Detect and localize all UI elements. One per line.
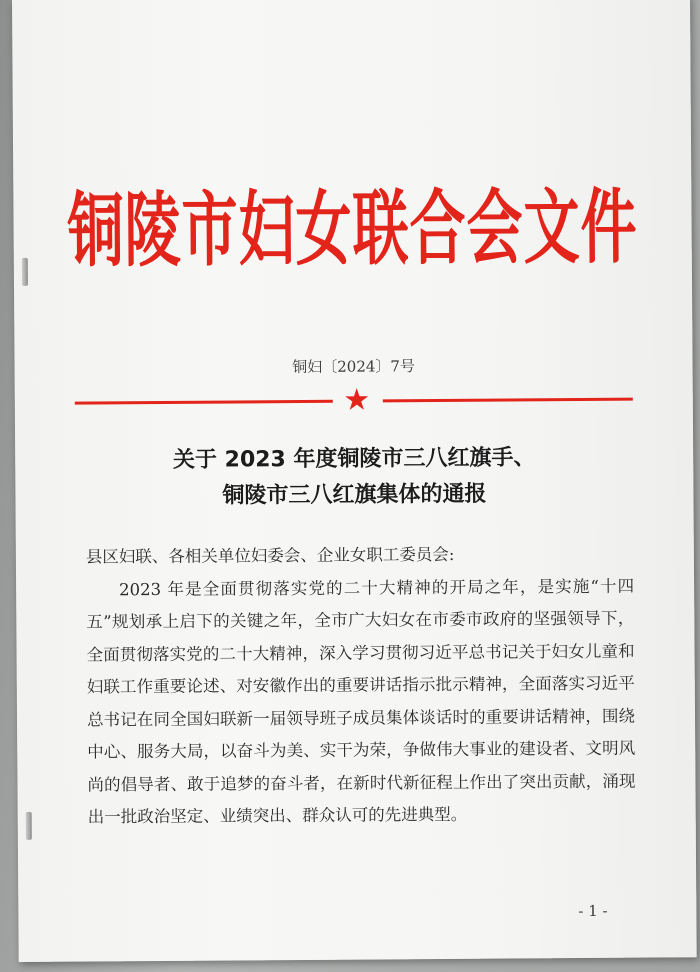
notice-body <box>86 538 636 834</box>
red-divider-right <box>383 398 633 403</box>
notice-title <box>15 439 693 516</box>
notice-title-line-2: 铜陵市三八红旗集体的通报 <box>222 481 487 509</box>
masthead-title: 铜陵市妇女联合会文件 <box>67 181 638 280</box>
recipients-line: 县区妇联、各相关单位妇委会、企业女职工委员会: <box>85 544 455 567</box>
notice-title-line-1: 关于 2023 年度铜陵市三八红旗手、 <box>172 445 536 473</box>
red-divider-left <box>75 400 333 405</box>
paper-sheet <box>12 0 697 962</box>
document-number: 铜妇〔2024〕7号 <box>292 357 415 377</box>
body-paragraph: 2023 年是全面贯彻落实党的二十大精神的开局之年，是实施“十四五”规划承上启下的关键之年，全市广大妇女在市委市政府的坚强领导下，全面贯彻落实党的二十大精神，深入学习贯彻习近平总书记关于妇女儿童和妇联工作重要论述、对安徽作出的重要讲话指示批示精神，全面落实习近平总书记在同全国妇联新一届领导班子成员集体谈话时的重要讲话精神，围绕中心、服务大局，以奋斗为美、实干为荣，争做伟大事业的建设者、文明风尚的倡导者、敢于追梦的奋斗者，在新时代新征程上作出了突出贡献，涌现出一批政治坚定、业绩突出、群众认可的先进典型。 <box>86 576 636 827</box>
staple <box>26 812 32 840</box>
page-number: - 1 - <box>578 901 608 921</box>
star-icon: ★ <box>343 382 371 418</box>
